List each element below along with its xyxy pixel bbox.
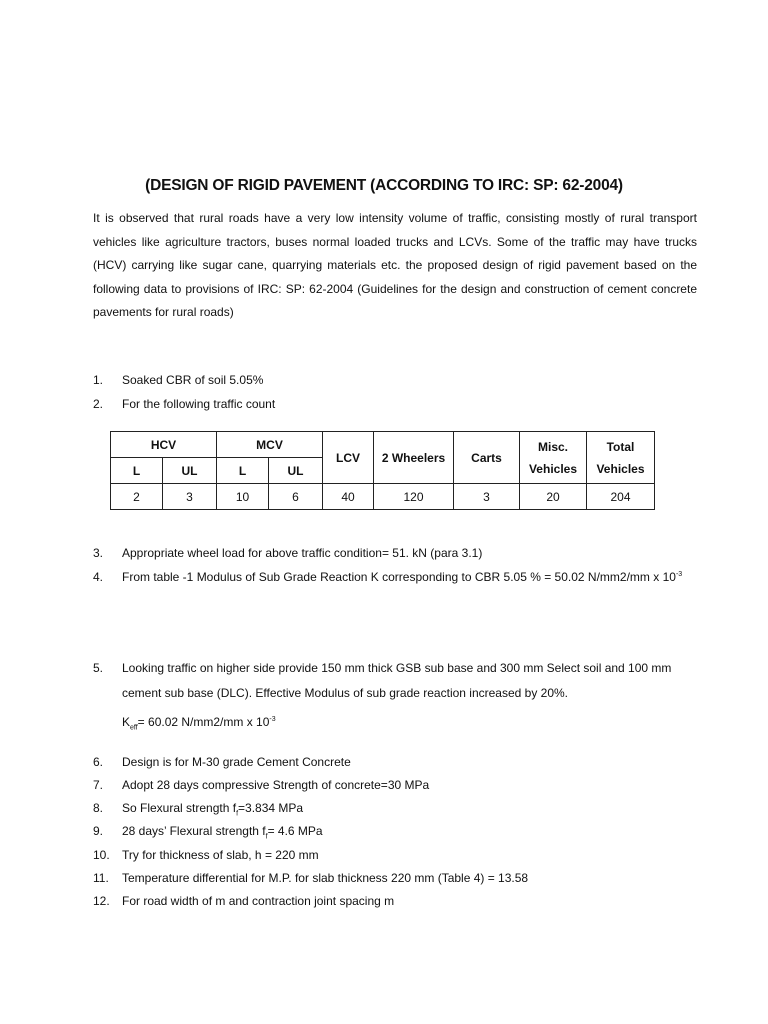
keff-formula [122,715,276,732]
list-text-rest: = 4.6 MPa [267,824,323,838]
header-hcv-l: L [111,458,163,484]
table-cell: 20 [520,484,587,510]
table-cell: 2 [111,484,163,510]
header-misc-line2: Vehicles [528,461,578,476]
list-text-main: 28 days’ Flexural strength f [122,824,266,838]
list-number: 2. [93,397,104,411]
page-title: (DESIGN OF RIGID PAVEMENT (ACCORDING TO IRC: SP: 62-2004) [145,177,623,194]
header-total-vehicles [587,432,655,484]
list-number: 3. [93,546,104,560]
list-text: Soaked CBR of soil 5.05% [122,373,264,387]
list-number: 11. [93,871,109,885]
list-text [122,819,702,843]
header-misc-vehicles [520,432,587,484]
keff-value: = 60.02 N/mm2/mm x 10 [137,715,270,729]
list-text [122,796,702,820]
list-text: Adopt 28 days compressive Strength of concrete=30 MPa [122,778,430,792]
list-number: 6. [93,755,104,769]
list-text: Temperature differential for M.P. for slab thickness 220 mm (Table 4) = 13.58 [122,871,529,885]
list-text-main: So Flexural strength f [122,801,237,815]
table-cell: 10 [217,484,269,510]
header-total-line1: Total [606,439,635,454]
list-text: Looking traffic on higher side provide 150 mm thick GSB sub base and 300 mm Select soil and 100 mm cement sub base (DLC). Effective Modulus of sub grade reaction increased by 20%. [122,661,672,700]
exponent: -3 [269,716,276,723]
table-cell: 3 [163,484,217,510]
header-hcv-ul: UL [163,458,217,484]
table-row [111,484,655,510]
keff-subscript: eff [130,724,138,732]
header-mcv: MCV [217,432,323,458]
traffic-count-table [110,431,655,510]
keff-symbol: K [122,715,131,729]
list-text: Design is for M-30 grade Cement Concrete [122,755,351,769]
table-cell: 3 [454,484,520,510]
header-mcv-l: L [217,458,269,484]
list-number: 7. [93,778,104,792]
exponent: -3 [675,571,683,578]
table-cell: 120 [374,484,454,510]
header-lcv: LCV [323,432,374,484]
list-number: 4. [93,570,104,584]
header-misc-line1: Misc. [537,439,568,454]
list-text: Appropriate wheel load for above traffic condition= 51. kN (para 3.1) [122,546,483,560]
header-hcv: HCV [111,432,217,458]
subscript: f [236,810,239,818]
subscript: f [265,833,268,841]
header-carts: Carts [454,432,520,484]
header-total-line2: Vehicles [596,461,645,476]
list-number: 5. [93,661,104,675]
header-2-wheelers: 2 Wheelers [374,432,454,484]
list-text-main: From table -1 Modulus of Sub Grade Reaction K corresponding to CBR 5.05 % = 50.02 N/mm2/mm x 10 [122,570,676,584]
list-number: 8. [93,801,104,815]
list-text-rest: =3.834 MPa [238,801,304,815]
list-number: 1. [93,373,104,387]
list-text: For road width of m and contraction joint spacing m [122,894,395,908]
list-text [122,565,702,589]
list-number: 10. [93,848,110,862]
table-cell: 6 [269,484,323,510]
list-number: 12. [93,894,110,908]
table-cell: 40 [323,484,374,510]
list-text: For the following traffic count [122,397,276,411]
list-text: Try for thickness of slab, h = 220 mm [122,848,319,862]
intro-paragraph: It is observed that rural roads have a very low intensity volume of traffic, consisting mostly of rural transport vehicles like agriculture tractors, buses normal loaded trucks and LCVs. Some of the traffic may have trucks (HCV) carrying like sugar cane, quarrying materials etc. the proposed design of rigid pavement based on the following data to provisions of IRC: SP: 62-2004 (Guidelines for the design and construction of cement concrete pavements for rural roads) [93,211,697,319]
header-mcv-ul: UL [269,458,323,484]
list-number: 9. [93,824,104,838]
table-cell: 204 [587,484,655,510]
